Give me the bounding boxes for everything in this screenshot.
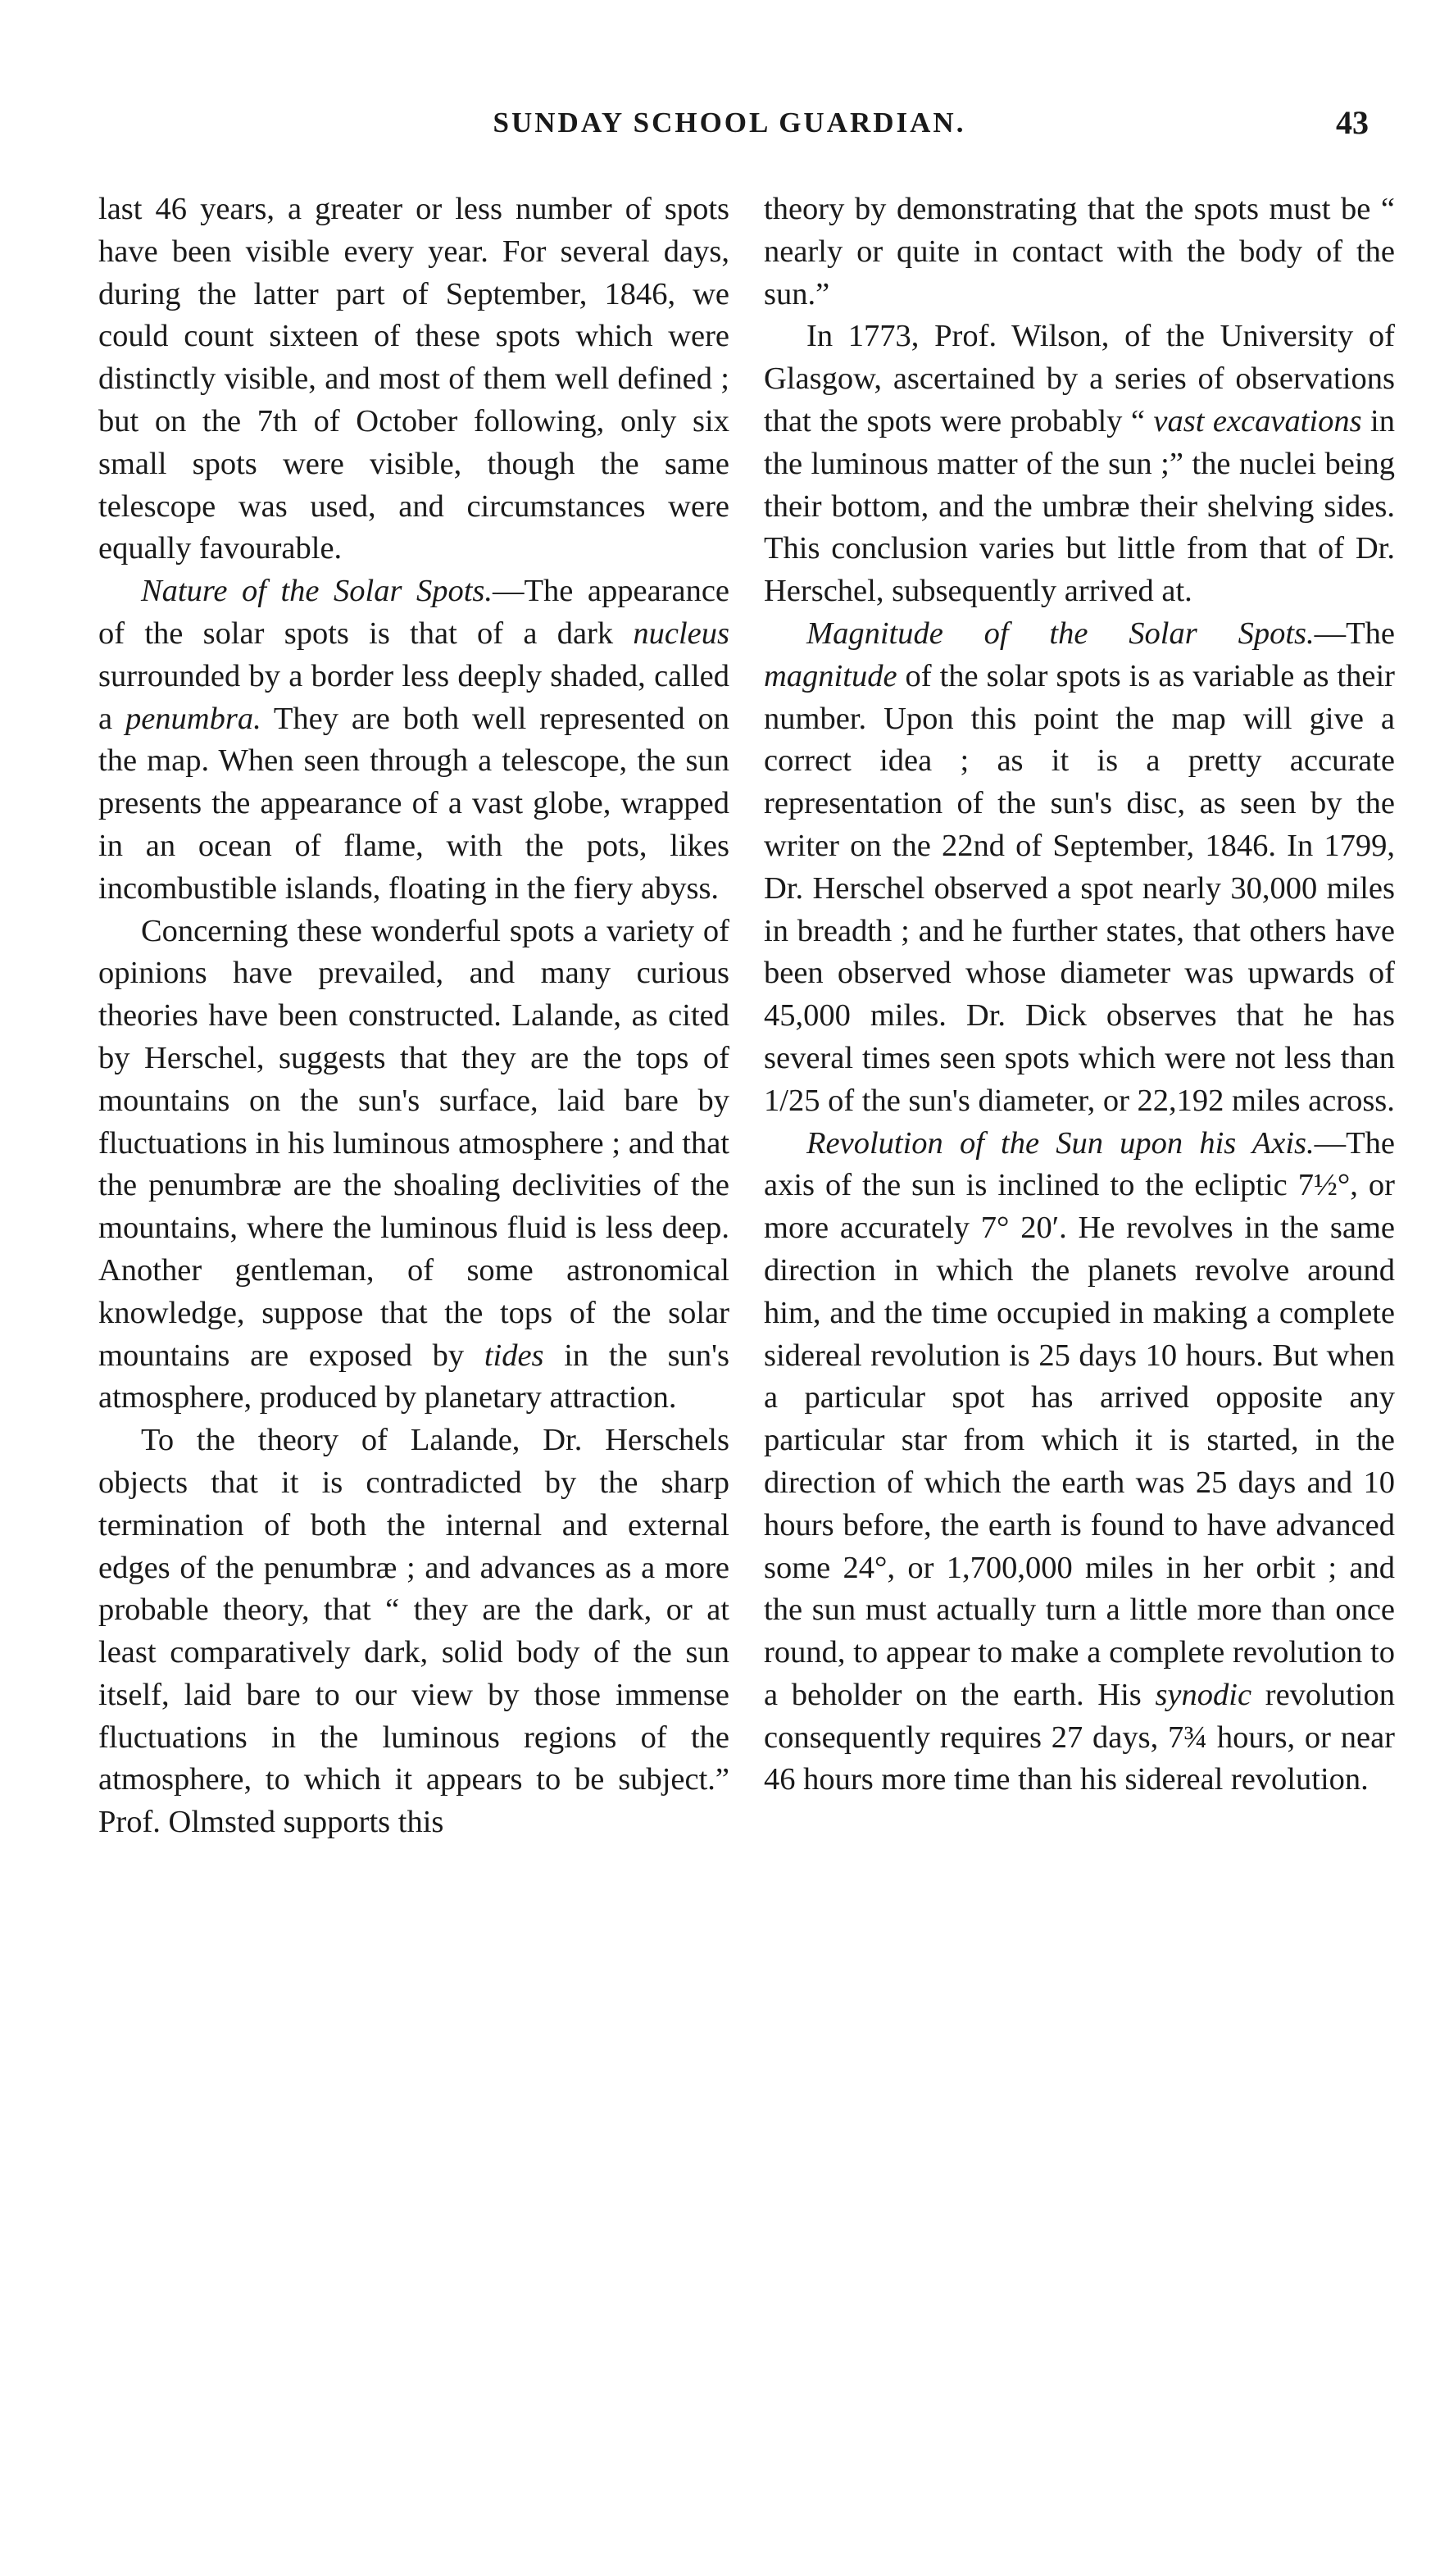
paragraph-p1 bbox=[98, 189, 729, 570]
text-run: revolution consequently requires 27 days, 7¾ hours, or near 46 hours more time than his sidereal revolution. bbox=[764, 1677, 1395, 1797]
left-column bbox=[98, 189, 729, 1844]
text-run: —The axis of the sun is inclined to the ecliptic 7½°, or more accurately 7° 20′. He revolves in the same direction in which the planets revolve around him, and the time occupied in making a complete sidereal revolution is 25 days 10 hours. But when a particular spot has arrived opposite any particular star from which it is started, in the direction of which the earth was 25 days and 10 hours before, the earth is found to have advanced some 24°, or 1,700,000 miles in her orbit ; and the sun must actually turn a little more than once round, to appear to make a complete revolution to a beholder on the earth. His bbox=[764, 1125, 1395, 1712]
text-run: In 1773, Prof. Wilson, of the University of Glasgow, ascertained by a series of observations that the spots were probably “ bbox=[764, 319, 1395, 438]
italic-text-run: magnitude bbox=[764, 658, 897, 693]
running-title: SUNDAY SCHOOL GUARDIAN. bbox=[493, 107, 966, 139]
text-run: —The appearance of the solar spots is that of a dark bbox=[98, 574, 729, 651]
text-run: —The bbox=[1314, 616, 1395, 651]
italic-text-run: synodic bbox=[1155, 1677, 1252, 1712]
paragraph-p5 bbox=[764, 189, 1395, 316]
paragraph-p6 bbox=[764, 316, 1395, 613]
paragraph-p2 bbox=[98, 570, 729, 910]
text-run: theory by demonstrating that the spots must be “ nearly or quite in contact with the body of the sun.” bbox=[764, 192, 1395, 311]
text-run: To the theory of Lalande, Dr. Herschels objects that it is contradicted by the sharp termination of both the internal and external edges of the penumbræ ; and advances as a more probable theory, that “ they are the dark, or at least comparatively dark, solid body of the sun itself, laid bare to our view by those immense fluctuations in the luminous regions of the atmosphere, to which it appears to be subject.” Prof. Olmsted supports this bbox=[98, 1423, 729, 1840]
italic-text-run: penumbra. bbox=[125, 701, 261, 736]
page-number: 43 bbox=[1336, 104, 1369, 141]
text-run: last 46 years, a greater or less number of spots have been visible every year. For several days, during the latter part of September, 1846, we could count sixteen of these spots which were distinctly visible, and most of them well defined ; but on the 7th of October following, only six small spots were visible, though the same telescope was used, and circumstances were equally favourable. bbox=[98, 192, 729, 566]
text-run: surrounded by a border less deeply shaded, called a bbox=[98, 658, 729, 736]
italic-text-run: Revolution of the Sun upon his Axis. bbox=[806, 1125, 1315, 1161]
italic-text-run: tides bbox=[484, 1338, 544, 1373]
text-run: in the sun's atmosphere, produced by planetary attraction. bbox=[98, 1338, 729, 1415]
italic-text-run: vast excavations bbox=[1153, 403, 1362, 438]
text-run: They are both well represented on the map. When seen through a telescope, the sun presents the appearance of a vast globe, wrapped in an ocean of flame, with the pots, likes incombustible islands, floating in the fiery abyss. bbox=[98, 701, 730, 906]
paragraph-p4 bbox=[98, 1420, 729, 1844]
text-run: in the luminous matter of the sun ;” the nuclei being their bottom, and the umbræ their shelving sides. This conclusion varies but little from that of Dr. Herschel, subsequently arrived at. bbox=[764, 403, 1395, 609]
italic-text-run: Nature of the Solar Spots. bbox=[141, 574, 493, 609]
paragraph-p3 bbox=[98, 911, 729, 1420]
text-run: of the solar spots is as variable as their number. Upon this point the map will give a correct idea ; as it is a pretty accurate representation of the sun's disc, as seen by the writer on the 22nd of September, 1846. In 1799, Dr. Herschel observed a spot nearly 30,000 miles in breadth ; and he further states, that others have been observed whose diameter was upwards of 45,000 miles. Dr. Dick observes that he has several times seen spots which were not less than 1/25 of the sun's diameter, or 22,192 miles across. bbox=[764, 658, 1395, 1118]
paragraph-p8 bbox=[764, 1123, 1395, 1802]
right-column bbox=[764, 189, 1395, 1801]
italic-text-run: nucleus bbox=[633, 616, 729, 651]
paragraph-p7 bbox=[764, 613, 1395, 1123]
running-header bbox=[90, 98, 1369, 148]
italic-text-run: Magnitude of the Solar Spots. bbox=[806, 616, 1315, 651]
text-run: Concerning these wonderful spots a variety of opinions have prevailed, and many curious theories have been constructed. Lalande, as cited by Herschel, suggests that they are the tops of mountains on the sun's surface, laid bare by fluctuations in his luminous atmosphere ; and that the penumbræ are the shoaling declivities of the mountains, where the luminous fluid is less deep. Another gentleman, of some astronomical knowledge, suppose that the tops of the solar mountains are exposed by bbox=[98, 913, 729, 1373]
